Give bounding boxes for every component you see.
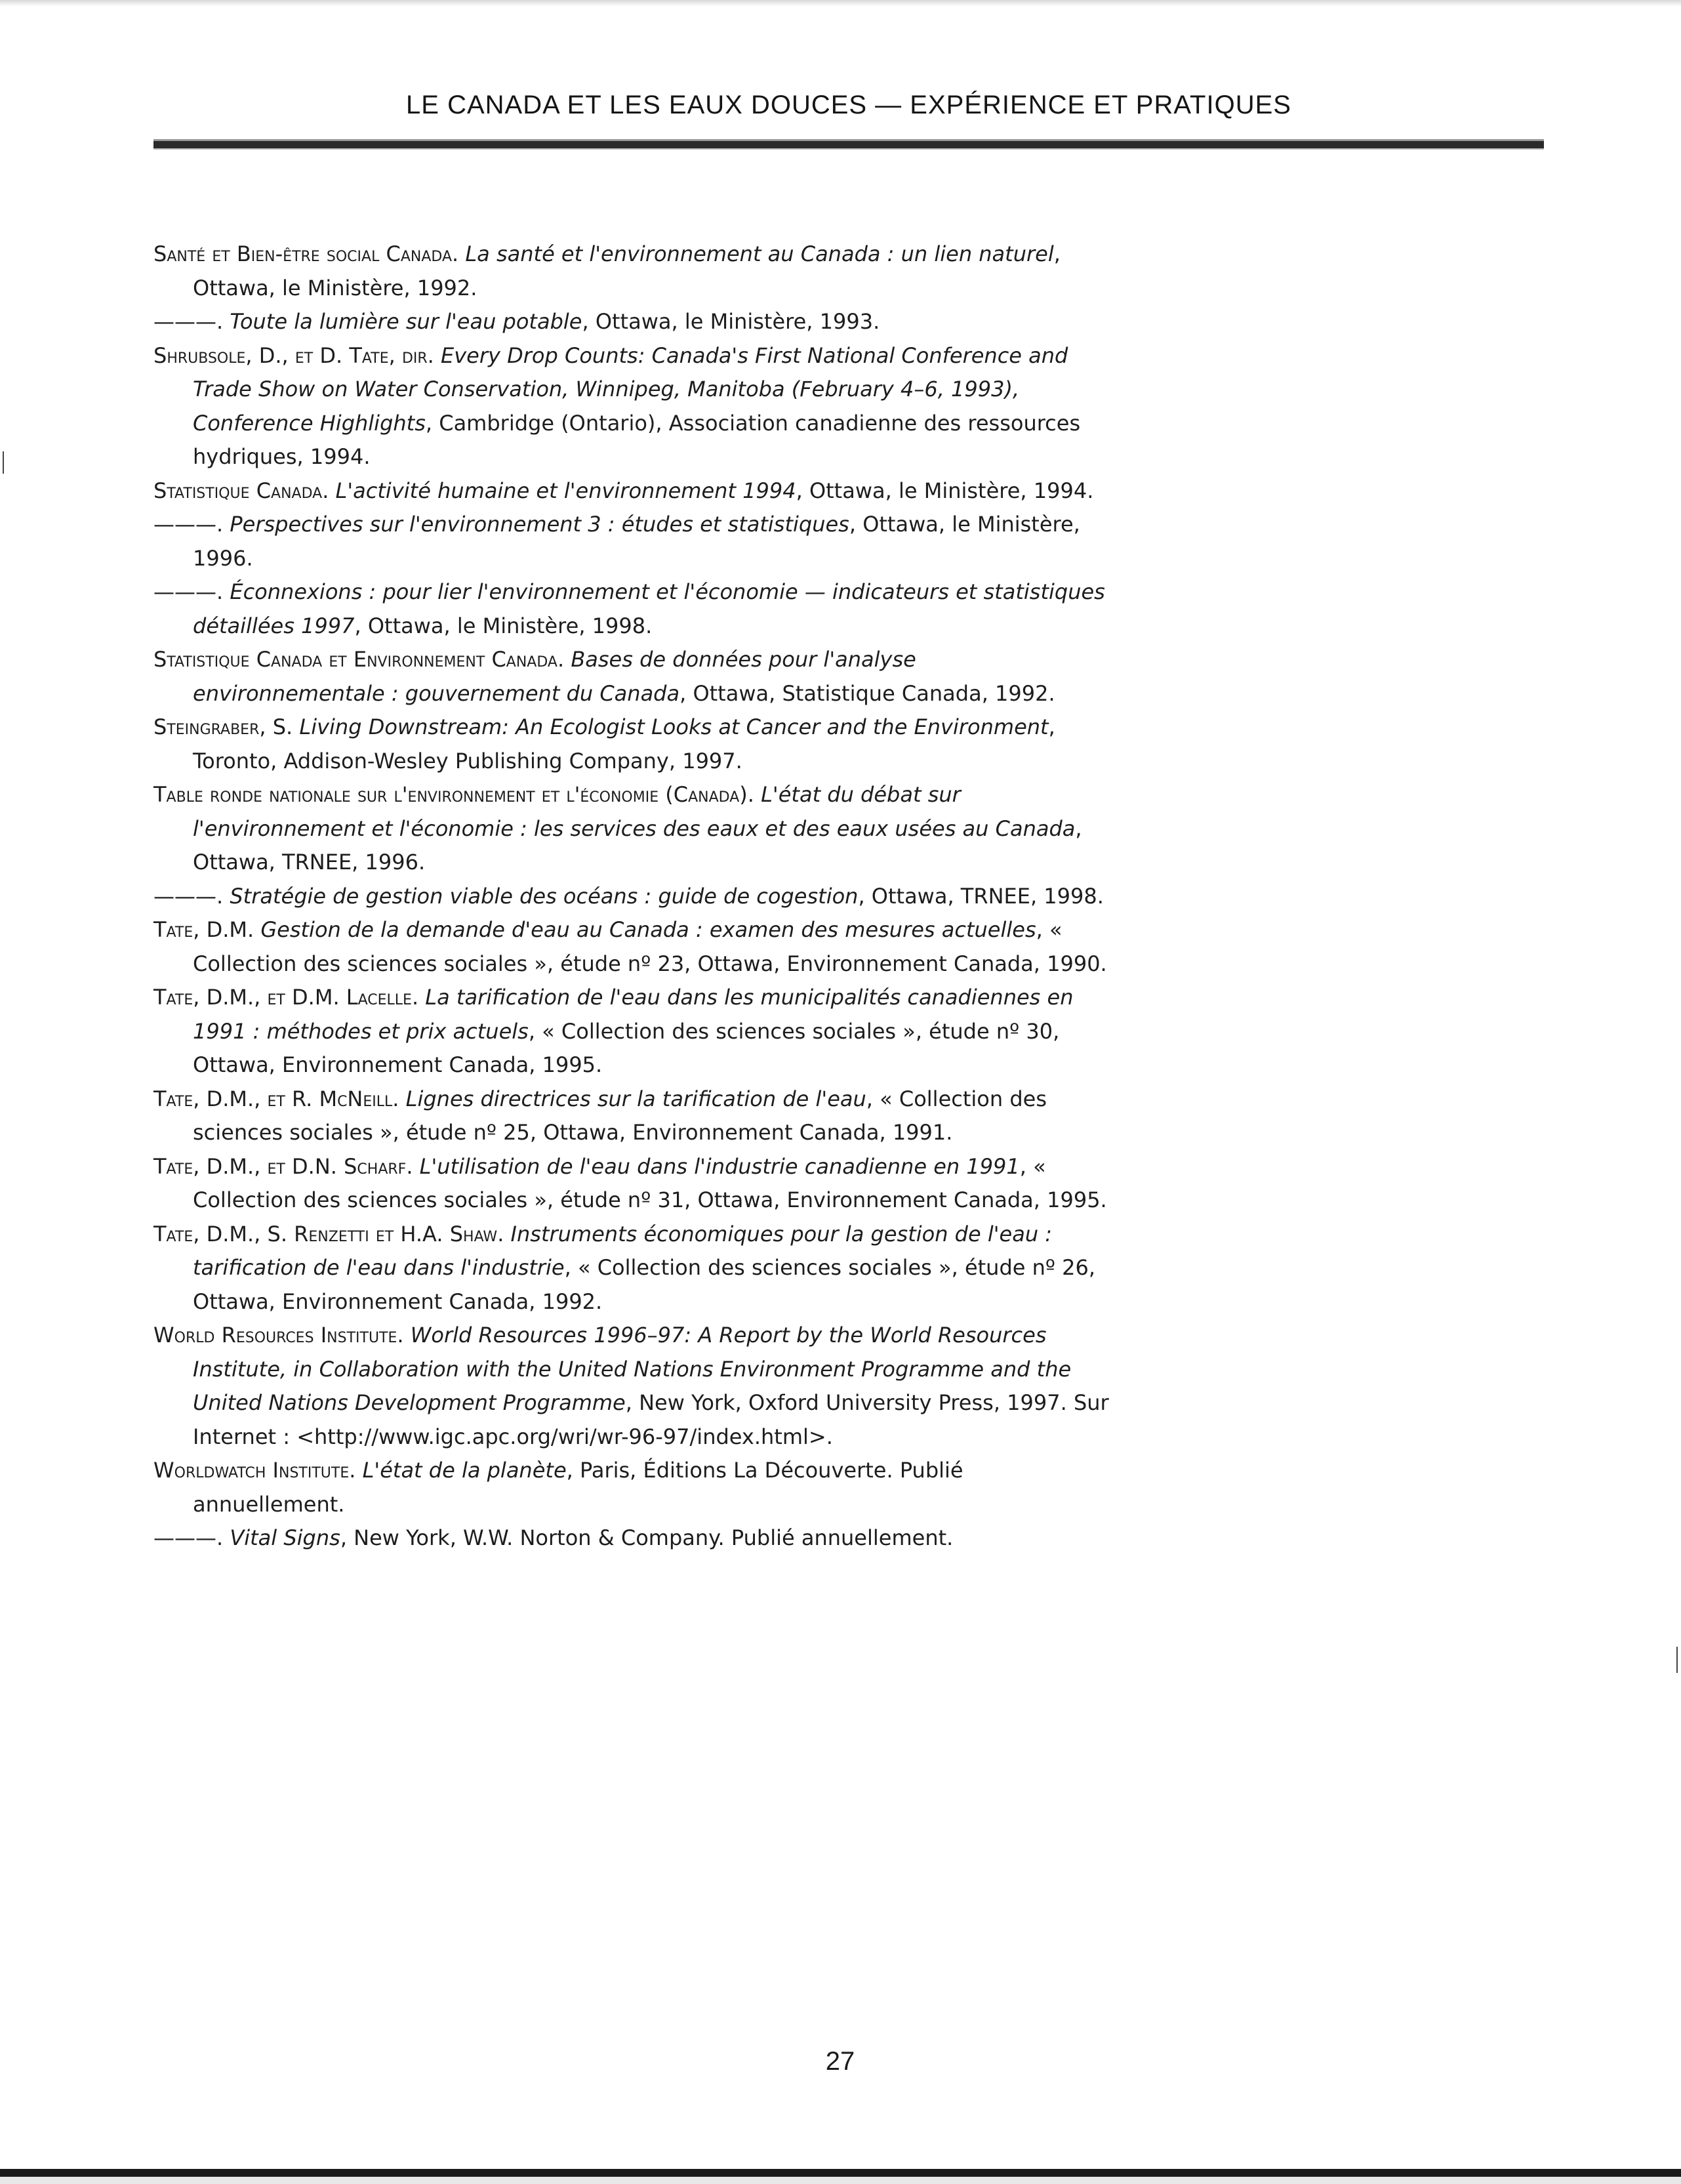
bibliography-entry xyxy=(153,474,1111,508)
entry-title: Living Downstream: An Ecologist Looks at Cancer and the Environment xyxy=(299,714,1049,739)
running-head: LE CANADA ET LES EAUX DOUCES — EXPÉRIENCE ET PRATIQUES xyxy=(406,91,1291,119)
bibliography-entry xyxy=(153,880,1111,914)
entry-title: L'activité humaine et l'environnement 1994 xyxy=(335,478,796,503)
entry-title: Gestion de la demande d'eau au Canada : examen des mesures actuelles xyxy=(260,917,1036,942)
bibliography-entry xyxy=(153,913,1111,981)
entry-title: World Resources 1996–97: A Report by the World Resources Institute, in Collaboration with the United Nations Environment Programme and the United Nations Development Programme xyxy=(193,1323,1072,1415)
entry-publication: , Ottawa, le Ministère, 1996. xyxy=(193,512,1080,571)
entry-author: Tate, D.M., et D.M. Lacelle. xyxy=(153,985,419,1010)
scan-bottom-edge xyxy=(0,2177,1681,2184)
margin-mark xyxy=(3,451,4,474)
entry-publication: , « Collection des sciences sociales », étude nº 25, Ottawa, Environnement Canada, 1991. xyxy=(193,1086,1047,1145)
entry-author: Tate, D.M., S. Renzetti et H.A. Shaw. xyxy=(153,1221,504,1247)
entry-author: ———. xyxy=(153,883,224,909)
page-number: 27 xyxy=(825,2047,855,2076)
entry-author: ———. xyxy=(153,512,224,537)
entry-title: L'état de la planète xyxy=(362,1458,567,1483)
entry-author: Tate, D.M. xyxy=(153,917,254,942)
entry-title: La tarification de l'eau dans les municipalités canadiennes en 1991 : méthodes et prix actuels xyxy=(193,985,1074,1044)
bibliography-entry xyxy=(153,1150,1111,1218)
bibliography-entry xyxy=(153,1454,1111,1521)
bibliography-entry xyxy=(153,1319,1111,1454)
entry-title: Stratégie de gestion viable des océans : guide de cogestion xyxy=(230,883,859,909)
entry-publication: , Ottawa, le Ministère, 1998. xyxy=(354,613,653,638)
entry-publication: , « Collection des sciences sociales », étude nº 23, Ottawa, Environnement Canada, 1990. xyxy=(193,917,1107,976)
bibliography-entry xyxy=(153,339,1111,474)
entry-title: Toute la lumière sur l'eau potable xyxy=(230,309,582,334)
bibliography-entry xyxy=(153,1082,1111,1150)
entry-publication: , Ottawa, le Ministère, 1992. xyxy=(193,241,1061,300)
entry-publication: , New York, W.W. Norton & Company. Publié annuellement. xyxy=(340,1525,954,1550)
entry-publication: , Ottawa, le Ministère, 1994. xyxy=(796,478,1094,503)
entry-author: Steingraber, S. xyxy=(153,714,293,739)
bibliography-entry xyxy=(153,981,1111,1082)
bibliography-entry xyxy=(153,305,1111,339)
entry-publication: , Cambridge (Ontario), Association canadienne des ressources hydriques, 1994. xyxy=(193,410,1081,469)
entry-publication: , Ottawa, Statistique Canada, 1992. xyxy=(679,680,1055,706)
entry-publication: , Toronto, Addison-Wesley Publishing Company, 1997. xyxy=(193,714,1055,773)
entry-author: Table ronde nationale sur l'environnement et l'économie (Canada). xyxy=(153,782,754,807)
entry-title: L'utilisation de l'eau dans l'industrie canadienne en 1991 xyxy=(419,1153,1020,1179)
bibliography-entry xyxy=(153,643,1111,711)
entry-title: Vital Signs xyxy=(230,1525,340,1550)
margin-mark xyxy=(1676,1647,1678,1673)
bibliography-entry xyxy=(153,237,1111,305)
entry-author: Tate, D.M., et R. McNeill. xyxy=(153,1086,399,1111)
entry-publication: , Paris, Éditions La Découverte. Publié annuellement. xyxy=(193,1458,963,1517)
bibliography-entry xyxy=(153,575,1111,643)
entry-author: Statistique Canada et Environnement Canada. xyxy=(153,647,565,672)
header-rule xyxy=(153,139,1544,150)
entry-publication: , Ottawa, le Ministère, 1993. xyxy=(582,309,880,334)
bibliography-entry xyxy=(153,778,1111,880)
entry-title: La santé et l'environnement au Canada : un lien naturel xyxy=(465,241,1054,266)
entry-author: Tate, D.M., et D.N. Scharf. xyxy=(153,1153,413,1179)
entry-title: Perspectives sur l'environnement 3 : études et statistiques xyxy=(230,512,849,537)
entry-author: ———. xyxy=(153,1525,224,1550)
scan-top-edge xyxy=(0,0,1681,7)
entry-title: Every Drop Counts: Canada's First National Conference and Trade Show on Water Conservation, Winnipeg, Manitoba (February 4–6, 1993), Conference Highlights xyxy=(193,342,1068,436)
entry-publication: , « Collection des sciences sociales », étude nº 30, Ottawa, Environnement Canada, 1995. xyxy=(193,1018,1060,1077)
entry-author: Santé et Bien-être social Canada. xyxy=(153,241,459,266)
entry-author: World Resources Institute. xyxy=(153,1323,404,1348)
entry-author: ———. xyxy=(153,579,224,604)
scan-bottom-rule xyxy=(0,2169,1681,2177)
entry-publication: , « Collection des sciences sociales », étude nº 26, Ottawa, Environnement Canada, 1992. xyxy=(193,1255,1096,1314)
entry-author: Statistique Canada. xyxy=(153,478,329,503)
bibliography-entry xyxy=(153,1218,1111,1319)
entry-title: Lignes directrices sur la tarification de l'eau xyxy=(405,1086,866,1111)
entry-title: L'état du débat sur l'environnement et l'économie : les services des eaux et des eaux usées au Canada xyxy=(193,782,1076,841)
bibliography-entry xyxy=(153,1521,1111,1556)
entry-author: Worldwatch Institute. xyxy=(153,1458,356,1483)
entry-publication: , New York, Oxford University Press, 1997. Sur Internet : <http://www.igc.apc.org/wri/wr-96-97/index.html>. xyxy=(193,1390,1109,1449)
bibliography-entry xyxy=(153,711,1111,778)
bibliography-entry xyxy=(153,508,1111,575)
entry-author: Shrubsole, D., et D. Tate, dir. xyxy=(153,342,434,368)
entry-author: ———. xyxy=(153,309,224,334)
bibliography-list xyxy=(153,237,1111,1556)
entry-publication: , Ottawa, TRNEE, 1996. xyxy=(193,815,1082,875)
entry-title: Instruments économiques pour la gestion de l'eau : tarification de l'eau dans l'industrie xyxy=(193,1221,1053,1280)
entry-publication: , Ottawa, TRNEE, 1998. xyxy=(858,883,1104,909)
entry-title: Éconnexions : pour lier l'environnement et l'économie — indicateurs et statistiques détaillées 1997 xyxy=(193,579,1105,638)
entry-publication: , « Collection des sciences sociales », étude nº 31, Ottawa, Environnement Canada, 1995. xyxy=(193,1153,1107,1212)
entry-title: Bases de données pour l'analyse environnementale : gouvernement du Canada xyxy=(193,647,916,706)
